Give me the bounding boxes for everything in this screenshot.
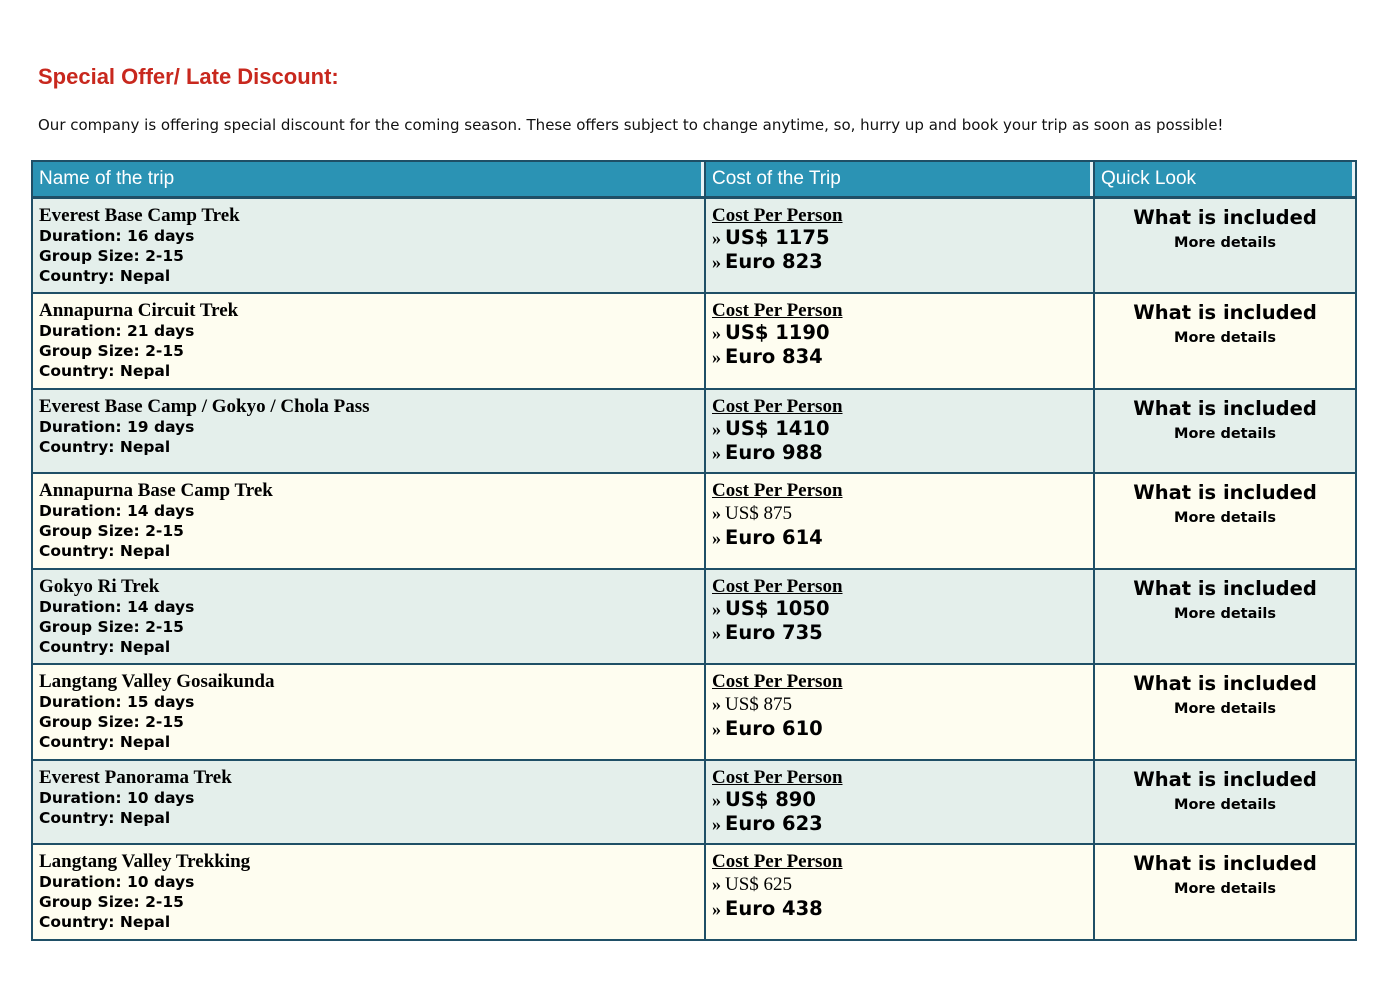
price-usd (712, 597, 1087, 621)
trip-name[interactable]: Everest Panorama Trek (39, 766, 232, 788)
trip-duration: Duration: 21 days (39, 321, 195, 340)
what-is-included-link[interactable]: What is included (1133, 206, 1317, 229)
what-is-included-link[interactable]: What is included (1133, 396, 1317, 420)
price-euro (712, 441, 1087, 465)
bullet-icon: » (712, 873, 721, 894)
price-usd (712, 226, 1087, 250)
price-usd (712, 692, 1087, 717)
quick-look-cell (1094, 569, 1356, 664)
bullet-icon: » (712, 502, 721, 523)
bullet-icon: » (712, 418, 721, 439)
table-row (32, 473, 1356, 569)
table-row (32, 293, 1356, 389)
trip-name[interactable]: Annapurna Base Camp Trek (39, 479, 273, 501)
cost-per-person-link[interactable]: Cost Per Person (712, 670, 843, 692)
price-euro (712, 345, 1087, 369)
trip-group-size: Group Size: 2-15 (39, 247, 184, 265)
trip-info-cell (32, 389, 705, 473)
trip-name[interactable]: Langtang Valley Gosaikunda (39, 670, 275, 692)
quick-look-cell (1094, 473, 1356, 569)
quick-look-cell (1094, 844, 1356, 940)
header-trip-cost: Cost of the Trip (705, 161, 1094, 198)
price-usd-value: US$ 890 (725, 787, 816, 811)
more-details-link[interactable]: More details (1174, 425, 1276, 442)
trip-info-cell (32, 760, 705, 844)
trip-country: Country: Nepal (39, 361, 171, 380)
trip-group-size: Group Size: 2-15 (39, 892, 184, 911)
more-details-link[interactable]: More details (1174, 880, 1276, 897)
page-title: Special Offer/ Late Discount: (38, 64, 339, 89)
price-usd (712, 501, 1087, 526)
quick-look-cell (1094, 198, 1356, 293)
trip-cost-cell (705, 844, 1094, 940)
trip-info-cell (32, 844, 705, 940)
table-header-row (32, 161, 1356, 198)
price-euro (712, 812, 1087, 836)
bullet-icon: » (712, 693, 721, 714)
trip-group-size: Group Size: 2-15 (39, 521, 184, 540)
trip-info-cell (32, 473, 705, 569)
trip-duration: Duration: 10 days (39, 788, 195, 807)
trip-duration: Duration: 14 days (39, 501, 195, 520)
bullet-icon: » (712, 718, 721, 739)
trip-cost-cell (705, 293, 1094, 389)
table-row (32, 760, 1356, 844)
bullet-icon: » (712, 252, 721, 272)
what-is-included-link[interactable]: What is included (1133, 300, 1317, 324)
trip-name[interactable]: Annapurna Circuit Trek (39, 299, 239, 321)
trip-cost-cell (705, 664, 1094, 760)
what-is-included-link[interactable]: What is included (1133, 851, 1317, 875)
trip-country: Country: Nepal (39, 808, 171, 827)
trip-name[interactable]: Langtang Valley Trekking (39, 850, 251, 872)
what-is-included-link[interactable]: What is included (1133, 767, 1317, 791)
more-details-link[interactable]: More details (1174, 700, 1276, 717)
price-euro-value: Euro 614 (725, 525, 823, 549)
bullet-icon: » (712, 346, 721, 367)
header-quick-look: Quick Look (1094, 161, 1356, 198)
trip-country: Country: Nepal (39, 437, 171, 456)
trip-country: Country: Nepal (39, 912, 171, 931)
price-usd-value: US$ 1410 (725, 416, 830, 440)
intro-text: Our company is offering special discount for the coming season. These offers subject to change anytime, so, hurry up and book your trip as soon as possible! (38, 116, 1224, 134)
price-euro (712, 526, 1087, 550)
price-euro (712, 897, 1087, 921)
bullet-icon: » (712, 898, 721, 919)
bullet-icon: » (712, 789, 721, 810)
quick-look-cell (1094, 293, 1356, 389)
price-euro (712, 621, 1087, 645)
price-euro (712, 250, 1087, 274)
trip-duration: Duration: 14 days (39, 597, 195, 616)
trip-info-cell (32, 198, 705, 293)
price-euro-value: Euro 623 (725, 811, 823, 835)
price-euro (712, 717, 1087, 741)
trip-duration: Duration: 15 days (39, 692, 195, 711)
trip-cost-cell (705, 473, 1094, 569)
quick-look-cell (1094, 664, 1356, 760)
price-usd-value: US$ 875 (725, 693, 793, 715)
what-is-included-link[interactable]: What is included (1133, 671, 1317, 695)
trip-group-size: Group Size: 2-15 (39, 617, 184, 636)
price-usd (712, 788, 1087, 812)
table-row (32, 198, 1356, 293)
more-details-link[interactable]: More details (1174, 235, 1276, 251)
cost-per-person-link[interactable]: Cost Per Person (712, 575, 843, 597)
trip-cost-cell (705, 569, 1094, 664)
price-usd-value: US$ 1175 (725, 226, 830, 249)
bullet-icon: » (712, 442, 721, 463)
trip-name[interactable]: Everest Base Camp Trek (39, 205, 240, 226)
trip-group-size: Group Size: 2-15 (39, 712, 184, 731)
what-is-included-link[interactable]: What is included (1133, 480, 1317, 504)
table-row (32, 389, 1356, 473)
bullet-icon: » (712, 322, 721, 343)
offers-table (31, 160, 1357, 941)
price-usd (712, 872, 1087, 897)
price-usd-value: US$ 1050 (725, 596, 830, 620)
price-euro-value: Euro 735 (725, 620, 823, 644)
bullet-icon: » (712, 813, 721, 834)
bullet-icon: » (712, 622, 721, 643)
bullet-icon: » (712, 598, 721, 619)
header-trip-name: Name of the trip (32, 161, 705, 198)
trip-country: Country: Nepal (39, 732, 171, 751)
cost-per-person-link[interactable]: Cost Per Person (712, 299, 843, 321)
more-details-link[interactable]: More details (1174, 329, 1276, 346)
price-usd-value: US$ 625 (725, 873, 793, 895)
table-row (32, 569, 1356, 664)
what-is-included-link[interactable]: What is included (1133, 576, 1317, 600)
trip-country: Country: Nepal (39, 267, 171, 285)
price-euro-value: Euro 988 (725, 440, 823, 464)
price-euro-value: Euro 834 (725, 344, 823, 368)
trip-info-cell (32, 569, 705, 664)
price-euro-value: Euro 823 (725, 250, 823, 273)
more-details-link[interactable]: More details (1174, 605, 1276, 622)
trip-country: Country: Nepal (39, 541, 171, 560)
trip-duration: Duration: 10 days (39, 872, 195, 891)
trip-cost-cell (705, 198, 1094, 293)
cost-per-person-link[interactable]: Cost Per Person (712, 766, 843, 788)
more-details-link[interactable]: More details (1174, 796, 1276, 813)
trip-info-cell (32, 293, 705, 389)
trip-name[interactable]: Gokyo Ri Trek (39, 575, 160, 597)
price-usd (712, 417, 1087, 441)
trip-country: Country: Nepal (39, 637, 171, 656)
table-row (32, 844, 1356, 940)
bullet-icon: » (712, 228, 721, 248)
trip-group-size: Group Size: 2-15 (39, 341, 184, 360)
trip-duration: Duration: 16 days (39, 227, 195, 245)
price-usd-value: US$ 1190 (725, 320, 830, 344)
price-usd-value: US$ 875 (725, 502, 793, 524)
cost-per-person-link[interactable]: Cost Per Person (712, 850, 843, 872)
price-usd (712, 321, 1087, 345)
trip-cost-cell (705, 389, 1094, 473)
trip-duration: Duration: 19 days (39, 417, 195, 436)
cost-per-person-link[interactable]: Cost Per Person (712, 479, 843, 501)
cost-per-person-link[interactable]: Cost Per Person (712, 205, 843, 226)
quick-look-cell (1094, 389, 1356, 473)
price-euro-value: Euro 610 (725, 716, 823, 740)
more-details-link[interactable]: More details (1174, 509, 1276, 526)
trip-cost-cell (705, 760, 1094, 844)
bullet-icon: » (712, 527, 721, 548)
quick-look-cell (1094, 760, 1356, 844)
table-row (32, 664, 1356, 760)
trip-name[interactable]: Everest Base Camp / Gokyo / Chola Pass (39, 395, 370, 417)
price-euro-value: Euro 438 (725, 896, 823, 920)
trip-info-cell (32, 664, 705, 760)
cost-per-person-link[interactable]: Cost Per Person (712, 395, 843, 417)
